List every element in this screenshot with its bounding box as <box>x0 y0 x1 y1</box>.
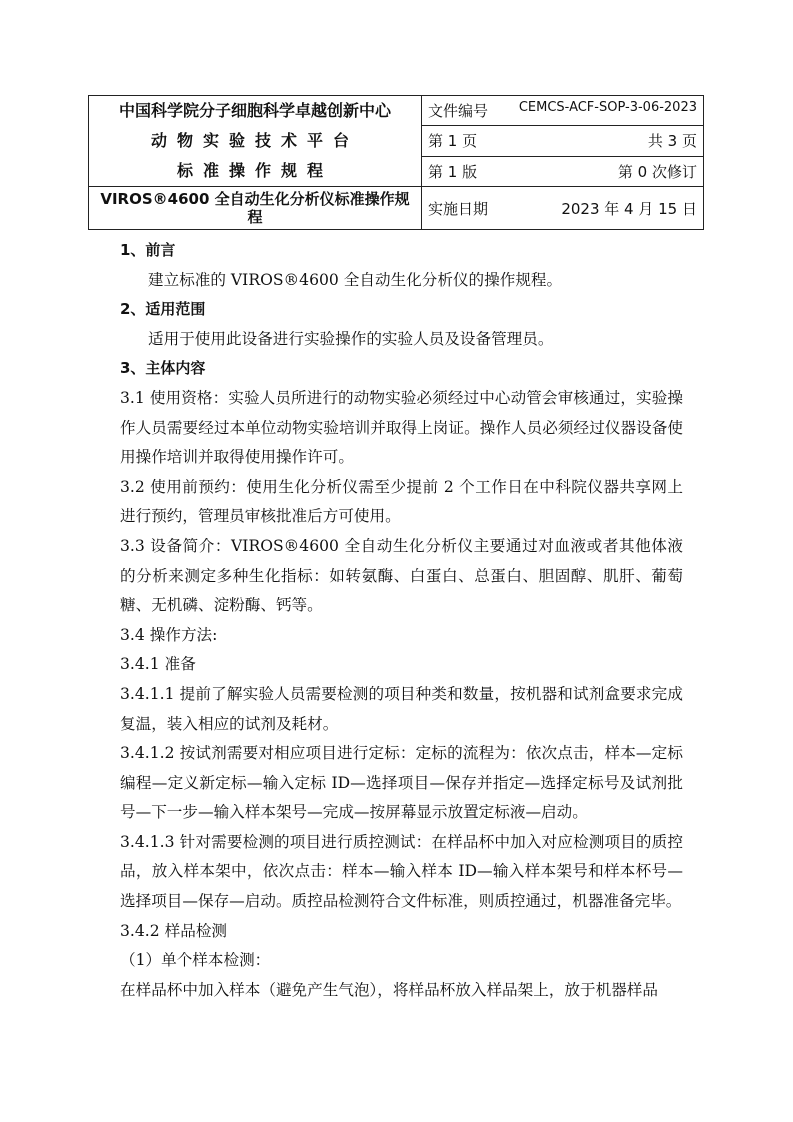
paragraph: 3.3 设备简介：VIROS®4600 全自动生化分析仪主要通过对血液或者其他体液的分析来测定多种生化指标：如转氨酶、白蛋白、总蛋白、胆固醇、肌肝、葡萄糖、无机磷、淀粉酶、钙等。 <box>120 536 683 615</box>
document-body <box>120 236 683 1005</box>
paragraph: 3.1 使用资格：实验人员所进行的动物实验必须经过中心动管会审核通过，实验操作人员需要经过本单位动物实验培训并取得上岗证。操作人员必须经过仪器设备使用操作培训并取得使用操作许可。 <box>120 388 683 467</box>
date-label: 实施日期 <box>428 199 489 218</box>
edition: 第 1 版 <box>428 162 478 181</box>
paragraph: 3.4.1 准备 <box>120 655 196 674</box>
paragraph: 3.4.1.2 按试剂需要对相应项目进行定标：定标的流程为：依次点击，样本—定标编程—定义新定标—输入定标 ID—选择项目—保存并指定—选择定标号及试剂批号—下一步—输入样本架号—完成—按屏幕显示放置定标液—启动。 <box>120 744 683 822</box>
edition-cell <box>422 156 704 186</box>
effective-date: 2023 年 4 月 15 日 <box>561 199 697 218</box>
paragraph: 3.4.1.1 提前了解实验人员需要检测的项目种类和数量，按机器和试剂盒要求完成复温，装入相应的试剂及耗材。 <box>120 684 683 733</box>
file-number-label: 文件编号 <box>428 102 489 121</box>
section-heading: 1、前言 <box>120 241 176 259</box>
organization-block <box>89 96 422 187</box>
document-title: VIROS®4600 全自动生化分析仪标准操作规程 <box>89 187 422 230</box>
paragraph: 3.4.1.3 针对需要检测的项目进行质控测试：在样品杯中加入对应检测项目的质控品，放入样本架中，依次点击：样本—输入样本 ID—输入样本架号和样本杯号—选择项目—保存—启动。质控品检测符合文件标准，则质控通过，机器准备完毕。 <box>120 832 683 911</box>
paragraph: 3.2 使用前预约：使用生化分析仪需至少提前 2 个工作日在中科院仪器共享网上进行预约，管理员审核批准后方可使用。 <box>120 477 683 526</box>
revision: 第 0 次修订 <box>617 162 697 181</box>
file-number: CEMCS-ACF-SOP-3-06-2023 <box>518 100 697 116</box>
paragraph: 在样品杯中加入样本（避免产生气泡），将样品杯放入样品架上，放于机器样品 <box>120 980 658 999</box>
paragraph: 建立标准的 VIROS®4600 全自动生化分析仪的操作规程。 <box>148 270 563 289</box>
page-number: 第 1 页 <box>428 132 478 151</box>
paragraph: 3.4 操作方法: <box>120 625 218 644</box>
section-heading: 2、适用范围 <box>120 300 206 319</box>
paragraph: 3.4.2 样品检测 <box>120 921 228 940</box>
organization-name: 中国科学院分子细胞科学卓越创新中心 <box>118 101 391 120</box>
file-number-cell <box>422 96 704 126</box>
paragraph: （1）单个样本检测： <box>120 951 271 970</box>
document-header-table <box>88 95 704 230</box>
date-cell <box>422 187 704 230</box>
section-heading: 3、主体内容 <box>120 359 206 378</box>
platform-name: 动物实验技术平台 <box>150 131 359 150</box>
page-cell <box>422 126 704 156</box>
paragraph: 适用于使用此设备进行实验操作的实验人员及设备管理员。 <box>148 329 554 348</box>
total-pages: 共 3 页 <box>647 132 697 151</box>
sop-label: 标准操作规程 <box>176 161 333 180</box>
